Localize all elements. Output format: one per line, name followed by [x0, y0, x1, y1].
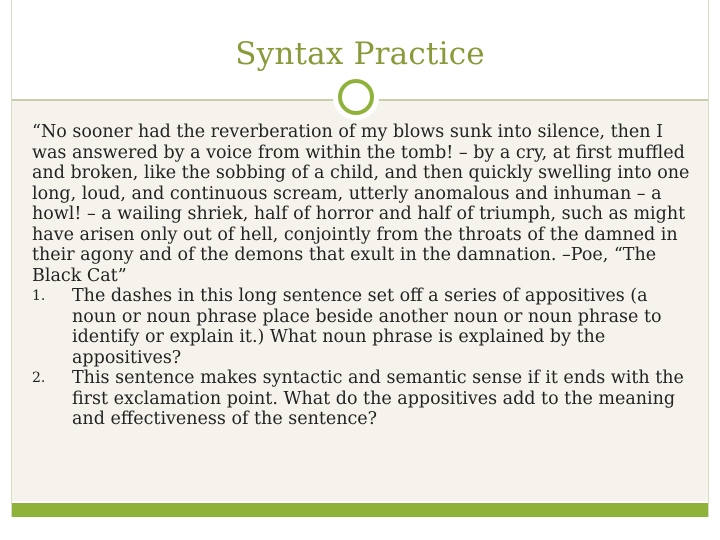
question-text: The dashes in this long sentence set off a series of appositives (a noun or noun phrase place beside another noun or noun phrase to identify or explain it.) What noun phrase is explained by the appositives?: [72, 286, 662, 368]
circle-ornament-icon: [338, 79, 374, 115]
question-number: 1.: [32, 288, 46, 304]
poe-quote: “No sooner had the reverberation of my blows sunk into silence, then I was answered by a voice from within the tomb! – by a cry, at first muffled and broken, like the sobbing of a child, and then quickly swelling into one long, loud, and continuous scream, utterly anomalous and inhuman – a howl! – a wailing shriek, half of horror and half of triumph, such as might have arisen only out of hell, conjointly from the throats of the damned in their agony and of the demons that exult in the damnation. –Poe, “The Black Cat”: [32, 122, 690, 286]
question-item: [32, 368, 692, 430]
question-number: 2.: [32, 370, 46, 386]
question-item: [32, 286, 692, 368]
slide-title: Syntax Practice: [235, 36, 485, 72]
question-text: This sentence makes syntactic and semantic sense if it ends with the first exclamation point. What do the appositives add to the meaning and effectiveness of the sentence?: [72, 368, 684, 429]
slide-body: [32, 122, 692, 430]
footer-accent-bar: [12, 503, 708, 517]
question-list: [32, 286, 692, 430]
